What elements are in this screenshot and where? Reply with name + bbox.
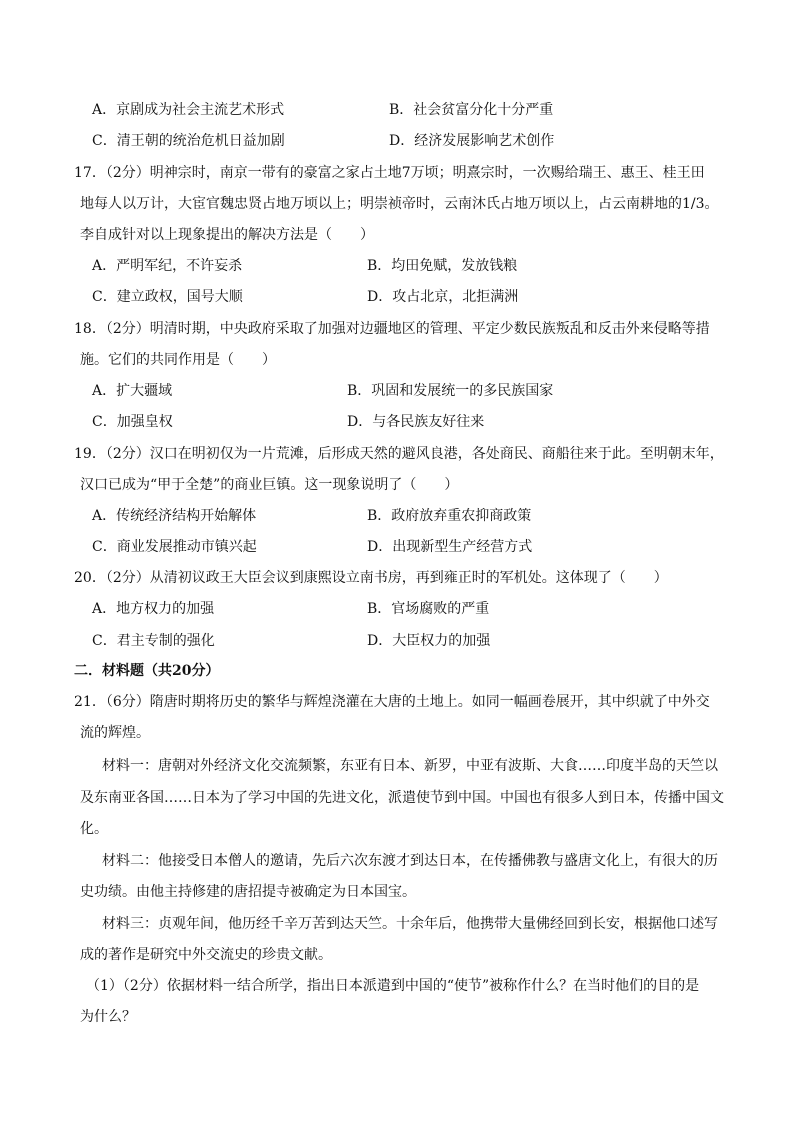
q18-line-1: 18．（2分）明清时期，中央政府采取了加强对边疆地区的管理、平定少数民族叛乱和反击外来侵略等措 [74,321,710,337]
q21-sub1-line-2: 为什么？ [80,1009,136,1025]
q19-option-a: A．传统经济结构开始解体 [92,508,257,524]
q17-option-c: C．建立政权，国号大顺 [92,289,243,305]
q16-option-d: D．经济发展影响艺术创作 [389,133,555,149]
q16-option-b: B．社会贫富分化十分严重 [389,102,554,118]
q19-line-1: 19．（2分）汉口在明初仅为一片荒滩，后形成天然的避风良港，各处商民、商船往来于此。至明朝末年， [74,446,724,462]
q21-material1-line-2: 及东南亚各国……日本为了学习中国的先进文化，派遣使节到中国。中国也有很多人到日本，传播中国文 [80,790,724,806]
q21-line-2: 流的辉煌。 [80,725,150,741]
q19-option-c: C．商业发展推动市镇兴起 [92,539,257,555]
q21-material3-line-1: 材料三：贞观年间，他历经千辛万苦到达天竺。十余年后，他携带大量佛经回到长安，根据他口述写 [102,916,718,932]
q17-option-a: A．严明军纪，不许妄杀 [92,258,243,274]
q17-option-b: B．均田免赋，发放钱粮 [367,258,518,274]
q18-option-c: C．加强皇权 [92,414,173,430]
q18-line-2: 施。它们的共同作用是（ ） [80,352,276,368]
q16-option-c: C．清王朝的统治危机日益加剧 [92,133,285,149]
q18-option-d: D．与各民族友好往来 [347,414,485,430]
q20-option-d: D．大臣权力的加强 [367,633,491,649]
q18-option-b: B．巩固和发展统一的多民族国家 [347,383,554,399]
q19-option-b: B．政府放弃重农抑商政策 [367,508,532,524]
q17-line-1: 17．（2分）明神宗时，南京一带有的豪富之家占土地7万顷；明熹宗时，一次赐给瑞王、惠王、桂王田 [74,165,705,181]
q17-option-d: D．攻占北京，北拒满洲 [367,289,519,305]
q16-option-a: A．京剧成为社会主流艺术形式 [92,102,285,118]
section-title: 二．材料题（共20分） [74,663,220,679]
q21-sub1-line-1: （1）（2分）依据材料一结合所学，指出日本派遣到中国的“使节”被称作什么？在当时他们的目的是 [86,978,700,994]
q19-option-d: D．出现新型生产经营方式 [367,539,533,555]
q20-option-c: C．君主专制的强化 [92,633,215,649]
q21-material2-line-2: 史功绩。由他主持修建的唐招提寺被确定为日本国宝。 [80,884,416,900]
q20-line-1: 20．（2分）从清初议政王大臣会议到康熙设立南书房，再到雍正时的军机处。这体现了（ ） [74,570,668,586]
q20-option-a: A．地方权力的加强 [92,601,215,617]
q21-material1-line-1: 材料一：唐朝对外经济文化交流频繁，东亚有日本、新罗，中亚有波斯、大食……印度半岛的天竺以 [102,758,718,774]
q21-material3-line-2: 成的著作是研究中外交流史的珍贵文献。 [80,947,332,963]
q19-line-2: 汉口已成为“甲于全楚”的商业巨镇。这一现象说明了（ ） [80,477,459,493]
q21-material1-line-3: 化。 [80,821,108,837]
q20-option-b: B．官场腐败的严重 [367,601,490,617]
q17-line-3: 李自成针对以上现象提出的解决方法是（ ） [80,227,374,243]
q18-option-a: A．扩大疆域 [92,383,173,399]
q17-line-2: 地每人以万计，大宦官魏忠贤占地万顷以上；明崇祯帝时，云南沐氏占地万顷以上，占云南耕地的1/3。 [80,196,719,212]
q21-line-1: 21．（6分）隋唐时期将历史的繁华与辉煌浇灌在大唐的土地上。如同一幅画卷展开，其中织就了中外交 [74,694,710,710]
q21-material2-line-1: 材料二：他接受日本僧人的邀请，先后六次东渡才到达日本，在传播佛教与盛唐文化上，有很大的历 [102,853,718,869]
